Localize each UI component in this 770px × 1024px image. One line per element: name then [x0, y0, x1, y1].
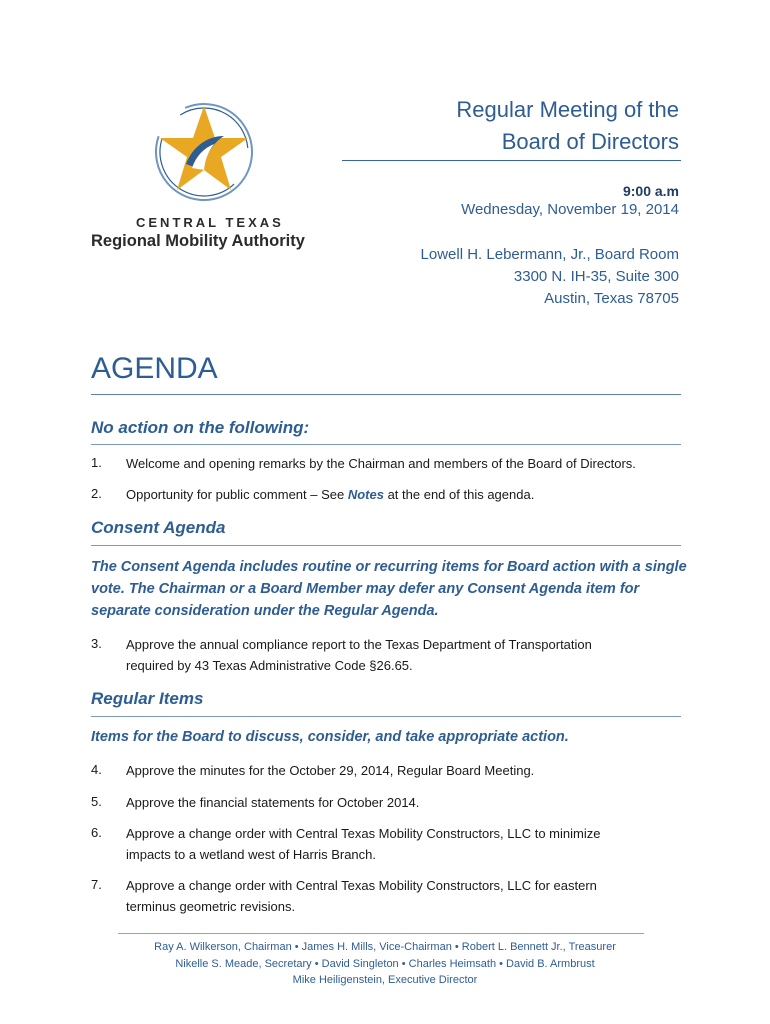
section-heading-regular: Regular Items	[91, 689, 204, 708]
item-text-line: Approve the annual compliance report to the Texas Department of Transportation	[126, 637, 592, 652]
agenda-divider	[91, 394, 681, 395]
section-divider	[91, 716, 681, 717]
logo-text-line1: CENTRAL TEXAS	[136, 215, 284, 230]
agenda-item	[126, 634, 686, 676]
item-text-line: required by 43 Texas Administrative Code §26.65.	[126, 658, 413, 673]
meeting-date: Wednesday, November 19, 2014	[461, 201, 679, 218]
agenda-item	[126, 484, 686, 505]
meeting-title-line2: Board of Directors	[501, 129, 679, 154]
footer-line: Ray A. Wilkerson, Chairman • James H. Mills, Vice-Chairman • Robert L. Bennett Jr., Treasurer	[154, 941, 616, 953]
consent-intro: The Consent Agenda includes routine or recurring items for Board action with a single vote. The Chairman or a Board Member may defer any Consent Agenda item for separate consideration under the Regular Agenda.	[91, 559, 687, 619]
notes-reference: Notes	[347, 487, 384, 502]
item-text-line: impacts to a wetland west of Harris Branch.	[126, 847, 376, 862]
logo-text-line2: Regional Mobility Authority	[91, 232, 305, 250]
item-text: Opportunity for public comment – See	[126, 487, 348, 502]
footer-divider	[118, 933, 644, 934]
item-number: 5.	[91, 794, 102, 809]
item-text-line: Approve a change order with Central Texas Mobility Constructors, LLC to minimize	[126, 826, 601, 841]
board-members-footer	[85, 939, 685, 989]
meeting-title-line1: Regular Meeting of the	[456, 97, 679, 122]
footer-line: Nikelle S. Meade, Secretary • David Singleton • Charles Heimsath • David B. Armbrust	[175, 957, 595, 970]
item-text: at the end of this agenda.	[383, 487, 535, 502]
agenda-title: AGENDA	[91, 352, 218, 385]
location-room: Lowell H. Lebermann, Jr., Board Room	[420, 246, 679, 263]
section-divider	[91, 545, 681, 546]
regular-intro: Items for the Board to discuss, consider, and take appropriate action.	[91, 729, 569, 745]
section-heading-consent: Consent Agenda	[91, 518, 226, 537]
item-number: 7.	[91, 877, 102, 892]
agenda-item: Approve the financial statements for October 2014.	[126, 795, 420, 810]
location-city: Austin, Texas 78705	[544, 290, 679, 307]
item-number: 1.	[91, 455, 102, 470]
agenda-item: Welcome and opening remarks by the Chairman and members of the Board of Directors.	[126, 456, 636, 471]
item-number: 3.	[91, 636, 102, 651]
footer-line: Mike Heiligenstein, Executive Director	[292, 974, 478, 986]
section-heading-no-action: No action on the following:	[91, 418, 310, 437]
agenda-item	[126, 823, 686, 865]
location-street: 3300 N. IH-35, Suite 300	[513, 268, 679, 285]
item-text-line: Approve a change order with Central Texas Mobility Constructors, LLC for eastern	[126, 878, 597, 893]
meeting-time: 9:00 a.m	[622, 183, 679, 199]
agenda-item: Approve the minutes for the October 29, 2014, Regular Board Meeting.	[126, 763, 535, 778]
item-number: 2.	[91, 486, 102, 501]
header-divider	[342, 160, 681, 161]
star-logo-icon	[148, 96, 268, 211]
organization-logo	[88, 96, 328, 266]
item-number: 6.	[91, 825, 102, 840]
item-text-line: terminus geometric revisions.	[126, 899, 296, 914]
agenda-item	[126, 875, 686, 917]
meeting-location	[421, 244, 679, 310]
item-number: 4.	[91, 762, 102, 777]
section-divider	[91, 444, 681, 445]
